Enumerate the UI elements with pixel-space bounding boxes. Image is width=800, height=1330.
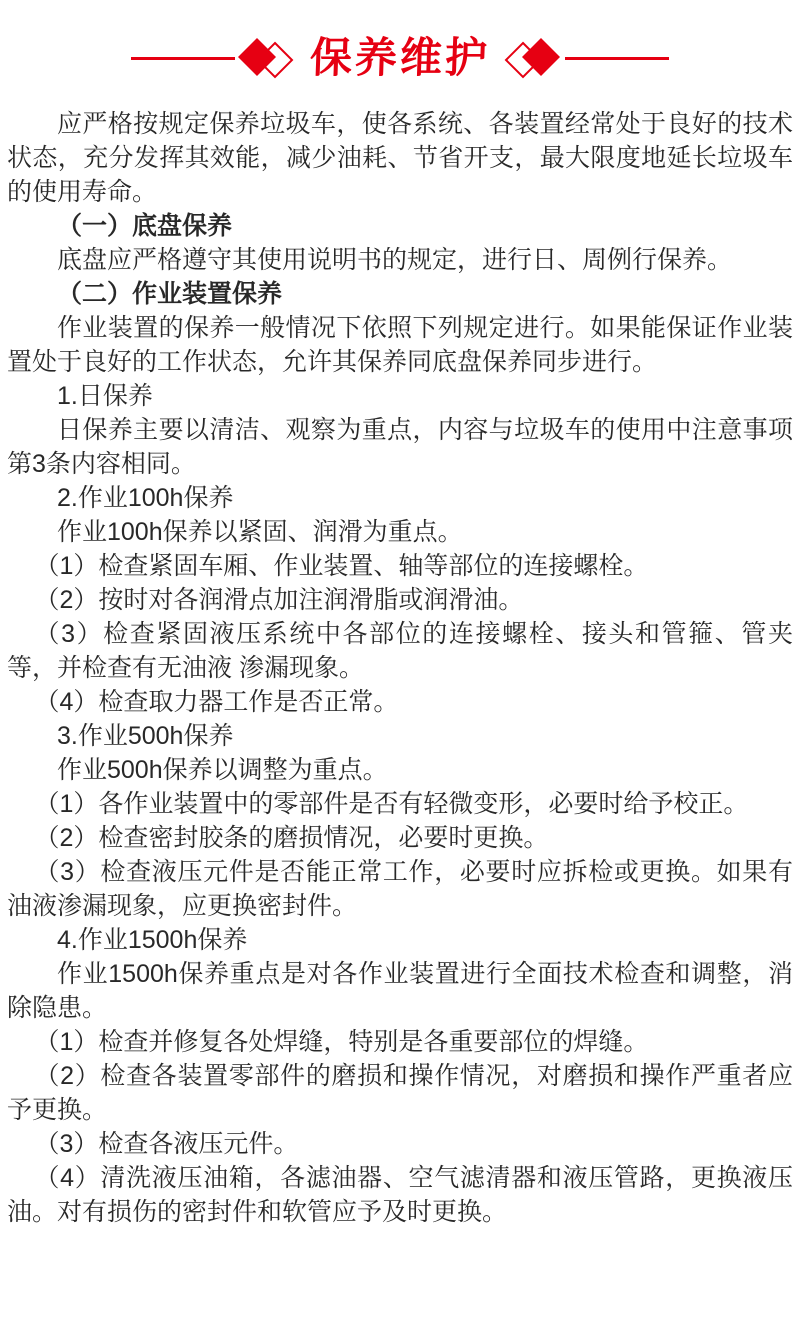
paragraph: 作业500h保养以调整为重点。 bbox=[57, 756, 388, 784]
paragraph: 日保养主要以清洁、观察为重点，内容与垃圾车的使用中注意事项第3条内容相同。 bbox=[7, 416, 793, 478]
paragraph: 应严格按规定保养垃圾车，使各系统、各装置经常处于良好的技术状态，充分发挥其效能，减少油耗、节省开支，最大限度地延长垃圾车的使用寿命。 bbox=[7, 110, 793, 206]
list-item: （2）按时对各润滑点加注润滑脂或润滑油。 bbox=[34, 586, 524, 614]
paragraph: 底盘应严格遵守其使用说明书的规定，进行日、周例行保养。 bbox=[57, 246, 733, 274]
list-item: （4）检查取力器工作是否正常。 bbox=[34, 688, 399, 716]
paragraph: 1.日保养 bbox=[57, 382, 153, 410]
list-item: （1）检查紧固车厢、作业装置、轴等部位的连接螺栓。 bbox=[34, 552, 649, 580]
header-rule-right bbox=[565, 57, 669, 60]
paragraph: 4.作业1500h保养 bbox=[57, 926, 248, 954]
page-title: 保养维护 bbox=[309, 34, 491, 81]
list-item: （3）检查液压元件是否能正常工作，必要时应拆检或更换。如果有油液渗漏现象，应更换密封件。 bbox=[7, 858, 793, 920]
list-item: （2）检查密封胶条的磨损情况，必要时更换。 bbox=[34, 824, 549, 852]
paragraph: 2.作业100h保养 bbox=[57, 484, 234, 512]
list-item: （1）各作业装置中的零部件是否有轻微变形，必要时给予校正。 bbox=[34, 790, 749, 818]
content bbox=[0, 107, 800, 1229]
paragraph: 作业100h保养以紧固、润滑为重点。 bbox=[57, 518, 463, 546]
paragraph: 作业装置的保养一般情况下依照下列规定进行。如果能保证作业装置处于良好的工作状态，允许其保养同底盘保养同步进行。 bbox=[7, 314, 793, 376]
paragraph: 3.作业500h保养 bbox=[57, 722, 234, 750]
page-header bbox=[0, 30, 800, 86]
section-heading: （一）底盘保养 bbox=[57, 212, 233, 240]
list-item: （3）检查各液压元件。 bbox=[34, 1130, 299, 1158]
list-item: （2）检查各装置零部件的磨损和操作情况，对磨损和操作严重者应予更换。 bbox=[7, 1062, 793, 1124]
list-item: （1）检查并修复各处焊缝，特别是各重要部位的焊缝。 bbox=[34, 1028, 649, 1056]
section-heading: （二）作业装置保养 bbox=[57, 280, 283, 308]
list-item: （3）检查紧固液压系统中各部位的连接螺栓、接头和管箍、管夹等，并检查有无油液 渗漏现象。 bbox=[7, 620, 793, 682]
list-item: （4）清洗液压油箱，各滤油器、空气滤清器和液压管路，更换液压油。对有损伤的密封件和软管应予及时更换。 bbox=[7, 1164, 793, 1226]
double-diamond-ornament-right bbox=[503, 32, 565, 84]
double-diamond-ornament-left bbox=[235, 32, 297, 84]
header-rule-left bbox=[131, 57, 235, 60]
paragraph: 作业1500h保养重点是对各作业装置进行全面技术检查和调整，消除隐患。 bbox=[7, 960, 793, 1022]
